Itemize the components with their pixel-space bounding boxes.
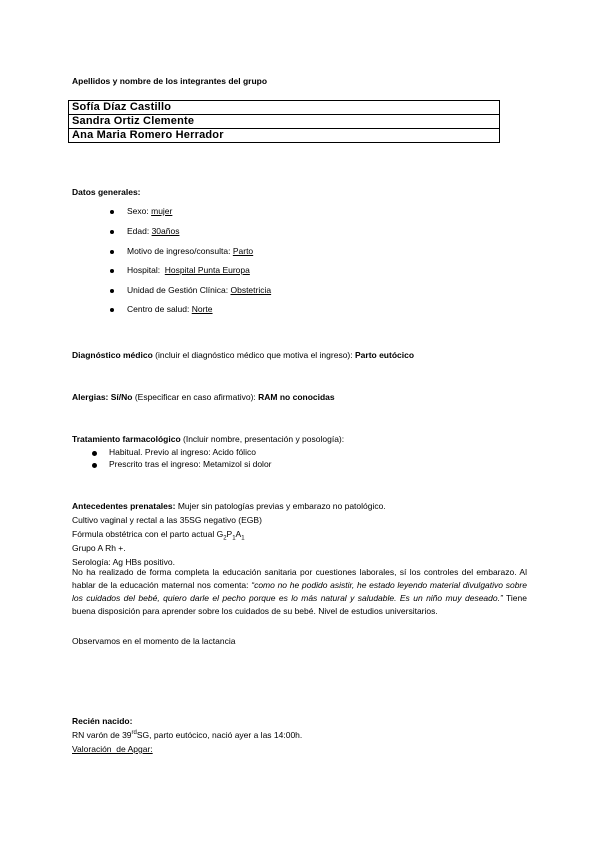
member-name: Sofía Díaz Castillo	[69, 101, 500, 115]
sex-value: mujer	[151, 206, 173, 216]
member-name: Sandra Ortiz Clemente	[69, 115, 500, 129]
bullet-icon	[110, 289, 114, 293]
list-item: Motivo de ingreso/consulta: Parto	[127, 246, 254, 256]
age-value: 30años	[151, 226, 180, 236]
list-item: Centro de salud: Norte	[127, 304, 213, 314]
culture-line: Cultivo vaginal y rectal a las 35SG negativo (EGB)	[72, 515, 262, 525]
reason-value: Parto	[232, 246, 254, 256]
diagnosis-value: Parto eutócico	[354, 350, 415, 360]
hospital-value: Hospital Punta Europa	[164, 265, 250, 275]
list-item: Edad: 30años	[127, 226, 180, 236]
general-heading: Datos generales:	[72, 187, 141, 197]
formula-line: Fórmula obstétrica con el parto actual $G_2P_1A_1$	[72, 529, 245, 542]
allergies-value: RAM no conocidas	[258, 392, 335, 402]
group-heading: Apellidos y nombre de los integrantes del grupo	[72, 76, 268, 86]
unit-value: Obstetricia	[230, 285, 272, 295]
table-row	[69, 101, 500, 115]
education-paragraph: No ha realizado de forma completa la educación sanitaria por cuestiones laborales, sí los controles del embarazo. Al hablar de la educación maternal nos comenta: “como no he podido asistir, he estado leyendo material divulgativo sobre los cuidados del bebé, quiero darle el pecho porque es lo más natural y saludable. Es un niño muy deseado.” Tiene buena disposición para aprender sobre los cuidados de su bebé. Nivel de estudios universitarios.	[72, 567, 527, 616]
member-name: Ana Maria Romero Herrador	[69, 129, 500, 143]
list-item: Sexo: mujer	[127, 206, 173, 216]
diagnosis-line: Diagnóstico médico (incluir el diagnóstico médico que motiva el ingreso): Parto eutócico	[72, 350, 415, 360]
apgar-heading: Valoración de Apgar:	[72, 744, 153, 754]
newborn-line: RN varón de 39rdSG, parto eutócico, nació ayer a las 14:00h.	[72, 730, 303, 740]
bullet-icon	[92, 463, 97, 468]
observation-line: Observamos en el momento de la lactancia	[72, 636, 236, 646]
bullet-icon	[110, 308, 114, 312]
newborn-heading: Recién nacido:	[72, 716, 133, 726]
list-item: Hospital: Hospital Punta Europa	[127, 265, 250, 275]
patient-quote: “como no he podido asistir, he estado leyendo material divulgativo sobre los cuidados del bebé, quiero darle el pecho porque es lo más natural y saludable. Es un niño muy deseado.”	[72, 580, 527, 603]
bullet-icon	[110, 269, 114, 273]
bullet-icon	[110, 230, 114, 234]
table-row	[69, 129, 500, 143]
treatment-item: Prescrito tras el ingreso: Metamizol si dolor	[109, 459, 272, 469]
treatment-item: Habitual. Previo al ingreso: Acido fólico	[109, 447, 256, 457]
list-item: Unidad de Gestión Clínica: Obstetricia	[127, 285, 272, 295]
treatment-line: Tratamiento farmacológico (Incluir nombre, presentación y posología):	[72, 434, 345, 444]
allergies-line: Alergias: Sí/No (Especificar en caso afirmativo): RAM no conocidas	[72, 392, 335, 402]
serology-line: Serología: Ag HBs positivo.	[72, 557, 176, 567]
blood-group-line: Grupo A Rh +.	[72, 543, 126, 553]
bullet-icon	[110, 210, 114, 214]
health-center-value: Norte	[191, 304, 213, 314]
members-table	[68, 100, 500, 143]
bullet-icon	[110, 250, 114, 254]
prenatal-line: Antecedentes prenatales: Mujer sin patologías previas y embarazo no patológico.	[72, 501, 386, 511]
bullet-icon	[92, 451, 97, 456]
table-row	[69, 115, 500, 129]
